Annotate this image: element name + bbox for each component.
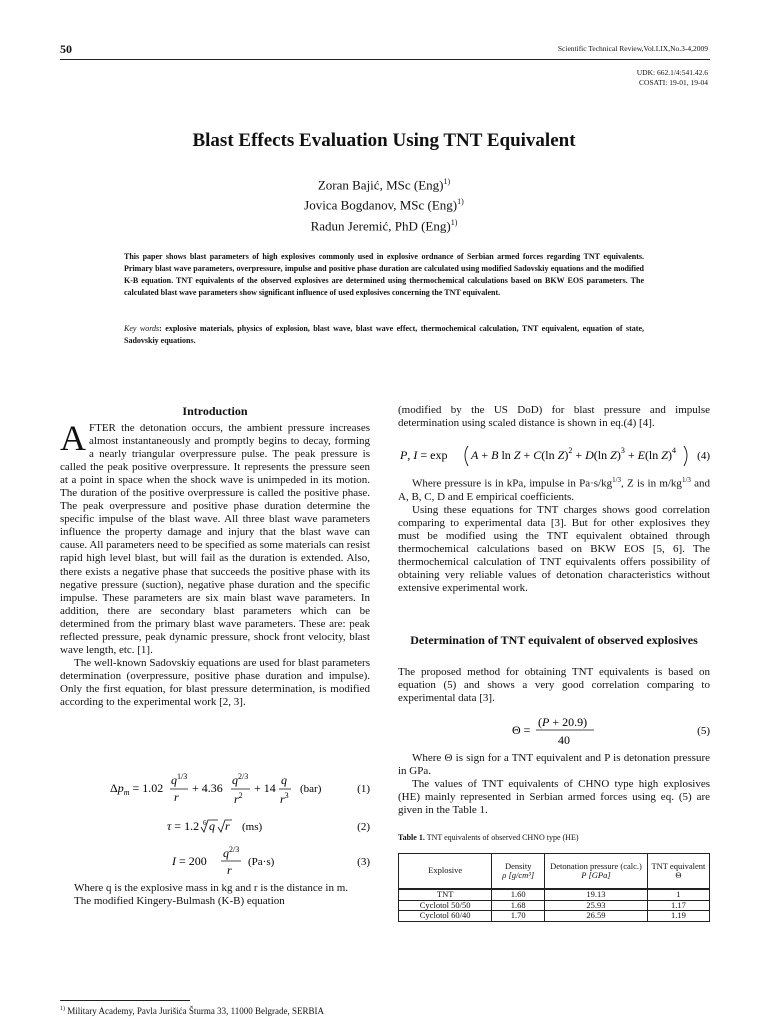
table-header-row bbox=[399, 854, 710, 890]
equation-2 bbox=[60, 815, 370, 839]
eq1-unit: (bar) bbox=[300, 783, 322, 795]
table-cell: 1.60 bbox=[492, 889, 545, 900]
eq2-number: (2) bbox=[357, 821, 370, 833]
table-cell: 1.70 bbox=[492, 911, 545, 922]
svg-text:q: q bbox=[281, 773, 287, 787]
eq3-number: (3) bbox=[357, 856, 370, 868]
keywords: Key words: explosive materials, physics of explosion, blast wave, blast wave effect, thermochemical calculation, TNT equivalent, equation of state, Sadovskiy equations. bbox=[124, 324, 645, 345]
paragraph: The values of TNT equivalents of CHNO type high explosives (HE) mainly represented in Serbian armed forces using eq. (5) are given in the Table 1. bbox=[398, 778, 710, 817]
table-cell: 1 bbox=[647, 889, 709, 900]
eq4-number: (4) bbox=[697, 450, 710, 462]
table-header: Explosive bbox=[399, 854, 492, 890]
udk-code: UDK: 662.1/4:541.42.6 bbox=[636, 68, 708, 77]
intro-text-continued bbox=[60, 882, 370, 908]
svg-text:q2/3: $q^{2/3}$ bbox=[232, 772, 249, 787]
equation-4 bbox=[398, 440, 710, 470]
header-rule bbox=[60, 59, 710, 60]
table-cell: 26.59 bbox=[545, 911, 648, 922]
equation-1 bbox=[60, 770, 370, 810]
table-header: Density ρ [g/cm³] bbox=[492, 854, 545, 890]
paper-title: Blast Effects Evaluation Using TNT Equivalent bbox=[192, 130, 576, 151]
svg-text:A + B ln Z + C(ln Z)2 + D(ln Z: A + B ln Z + C(ln Z)$^2$ + D(ln Z)$^3$ + E(ln Z)$^4$ bbox=[471, 446, 676, 462]
svg-text:40: 40 bbox=[558, 733, 570, 747]
paragraph: Where Θ is sign for a TNT equivalent and P is detonation pressure in GPa. bbox=[398, 752, 710, 778]
svg-text:+ 4.36: + 4.36 bbox=[192, 781, 223, 795]
right-paragraph: The proposed method for obtaining TNT equivalents is based on equation (5) and shows a very good correlation comparing to experimental data [3]. bbox=[398, 666, 710, 705]
page-number: 50 bbox=[60, 42, 72, 56]
svg-text:r: r bbox=[227, 863, 232, 877]
table-cell: 19.13 bbox=[545, 889, 648, 900]
drop-cap: A bbox=[60, 418, 86, 458]
paragraph: AFTER the detonation occurs, the ambient pressure increases almost instantaneously and promptly begins to decay, forming a nearly triangular overpressure pulse. The peak pressure is called the peak positive overpressure. It represents the pressure seen at a point in space when the shock wave is unimpeded in its motion. The duration of the positive overpressure is called the positive phase. The peak overpressure and positive phase duration determine the specific impulse of the blast wave. All three blast wave parameters influence the property damage and injury that the blast wave can cause. All parameters need to be specified as some materials can resist rapid high level blast, but will fail as the duration is extended. Also, there exists a negative phase that succeeds the positive phase with its negative pressure (suction), negative phase duration and the specific impulse. These parameters are six main blast wave parameters. In addition, there are secondary blast parameters which can be determined from the primary blast wave parameters. These are: peak reflected pressure, peak dynamic pressure, shock front velocity, blast wave length, etc. [1]. bbox=[60, 418, 370, 656]
svg-text:Θ =: Θ = bbox=[512, 723, 531, 737]
paragraph: Where pressure is in kPa, impulse in $Pa\cdot s/kg^{1/3}$, Z is in $m/kg^{1/3}$ and A, B, C, D and E empirical coefficients. bbox=[398, 476, 710, 503]
journal-title: Scientific Technical Review,Vol.LIX,No.3-4,2009 bbox=[557, 44, 708, 53]
svg-text:r2: $r^2$ bbox=[234, 791, 243, 806]
keywords-text: explosive materials, physics of explosion, blast wave, blast wave effect, thermochemical calculation, TNT equivalent, equation of state, Sadovskiy equations. bbox=[124, 324, 645, 345]
table-cell: 1.19 bbox=[647, 911, 709, 922]
table-cell: 25.93 bbox=[545, 900, 648, 911]
svg-text:Δpm = 1.02: $\Delta p_m = 1.02$ bbox=[110, 781, 164, 797]
table-header: Detonation pressure (calc.) P [GPa] bbox=[545, 854, 648, 890]
paragraph: The well-known Sadovskiy equations are used for blast parameters determination (overpressure, positive phase duration and impulse). Only the first equation, for blast pressure determination, is modified according to the experimental work [2, 3]. bbox=[60, 656, 370, 708]
right-text-continued bbox=[398, 752, 710, 817]
section-heading-introduction: Introduction bbox=[182, 404, 248, 418]
table-row bbox=[399, 911, 710, 922]
table-cell: 1.68 bbox=[492, 900, 545, 911]
table-row bbox=[399, 889, 710, 900]
eq1-number: (1) bbox=[357, 783, 370, 795]
svg-text:r: r bbox=[225, 819, 230, 833]
paragraph: Using these equations for TNT charges shows good correlation comparing to experimental data [3]. But for other explosives they must be modified using the TNT equivalent obtained through thermochemical calculations based on BKW EOS [5, 6]. The thermochemical calculation of TNT equivalents offers possibility of obtaining very reliable values of detonation characteristics without extensive experimental work. bbox=[398, 503, 710, 595]
classification-codes bbox=[637, 68, 708, 88]
eq2-unit: (ms) bbox=[242, 821, 263, 833]
table-header: TNT equivalent Θ bbox=[647, 854, 709, 890]
svg-text:q: q bbox=[209, 819, 215, 833]
author: Jovica Bogdanov, MSc (Eng)$^{1)}$ bbox=[304, 197, 464, 213]
eq5-number: (5) bbox=[697, 725, 710, 737]
svg-text:6: 6 bbox=[203, 819, 207, 827]
footnote-rule bbox=[60, 1000, 190, 1001]
table-caption: Table 1. TNT equivalents of observed CHNO type (HE) bbox=[398, 833, 579, 842]
table-cell: 1.17 bbox=[647, 900, 709, 911]
abstract: This paper shows blast parameters of high explosives commonly used in explosive ordnance of Serbian armed forces regarding TNT equivalents. Primary blast wave parameters, overpressure, impulse and positive phase duration are calculated using modified Sadovskiy equations and the modified K-B equation. TNT equivalents of the observed explosives are determined using thermochemical calculations based on BKW EOS parameters. The calculated blast wave parameters show significant influence of used explosives concerning the TNT equivalent. bbox=[124, 252, 644, 297]
svg-text:r: r bbox=[174, 790, 179, 804]
table-cell: Cyclotol 60/40 bbox=[399, 911, 492, 922]
table-cell: TNT bbox=[399, 889, 492, 900]
svg-text:P, I = exp: P, I = exp bbox=[400, 448, 448, 462]
svg-text:r3: $r^3$ bbox=[280, 791, 289, 806]
keywords-label: Key words bbox=[124, 324, 160, 333]
eq3-unit: (Pa·s) bbox=[248, 856, 275, 868]
equation-5 bbox=[398, 712, 710, 748]
right-paragraph: (modified by the US DoD) for blast pressure and impulse determination using scaled distance is shown in eq.(4) [4]. bbox=[398, 404, 710, 430]
footnote: $^{1)}$ Military Academy, Pavla Jurišića Šturma 33, 11000 Belgrade, SERBIA bbox=[60, 1006, 325, 1016]
author: Zoran Bajić, MSc (Eng)$^{1)}$ bbox=[317, 177, 451, 193]
cosati-code: COSATI: 19-01, 19-04 bbox=[639, 78, 708, 87]
author: Radun Jeremić, PhD (Eng)$^{1)}$ bbox=[310, 217, 458, 233]
svg-text:+ 14: + 14 bbox=[254, 781, 276, 795]
svg-text:τ = 1.2: τ = 1.2 bbox=[167, 819, 200, 833]
table-cell: Cyclotol 50/50 bbox=[399, 900, 492, 911]
intro-text bbox=[60, 418, 370, 709]
svg-text:I = 200: I = 200 bbox=[172, 854, 207, 868]
svg-text:(P + 20.9): (P + 20.9) bbox=[538, 715, 588, 729]
paragraph: Where q is the explosive mass in kg and r is the distance in m. bbox=[74, 882, 349, 894]
svg-text:q1/3: $q^{1/3}$ bbox=[171, 772, 188, 787]
svg-text:q2/3: $q^{2/3}$ bbox=[223, 846, 240, 860]
right-text bbox=[398, 474, 710, 595]
data-table bbox=[398, 853, 710, 922]
table-row bbox=[399, 900, 710, 911]
paragraph: The modified Kingery-Bulmash (K-B) equation bbox=[74, 895, 285, 908]
equation-3 bbox=[60, 846, 370, 880]
section-heading-tnt-equivalent: Determination of TNT equivalent of observed explosives bbox=[410, 633, 698, 647]
author-list bbox=[0, 173, 768, 234]
